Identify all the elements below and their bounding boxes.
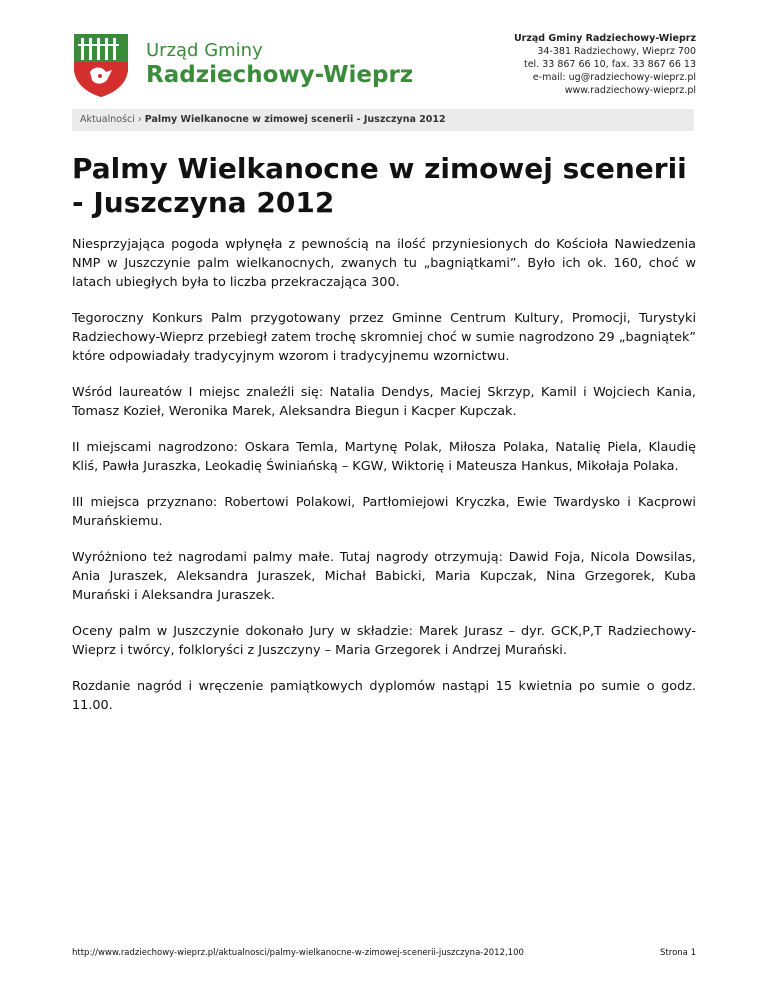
article-title: Palmy Wielkanocne w zimowej scenerii - Juszczyna 2012	[72, 152, 687, 219]
brand-name-top: Urząd Gminy	[146, 40, 263, 61]
contact-address: 34-381 Radziechowy, Wieprz 700	[537, 46, 696, 57]
footer-url[interactable]: http://www.radziechowy-wieprz.pl/aktualnosci/palmy-wielkanocne-w-zimowej-scenerii-juszczyna-2012,100	[72, 948, 524, 958]
contact-email[interactable]: e-mail: ug@radziechowy-wieprz.pl	[532, 72, 696, 83]
article-paragraph: Wśród laureatów I miejsc znaleźli się: Natalia Dendys, Maciej Skrzyp, Kamil i Wojciech Kania, Tomasz Kozieł, Weronika Marek, Aleksandra Biegun i Kacper Kupczak.	[72, 385, 696, 419]
article-paragraph: III miejsca przyznano: Robertowi Polakowi, Partłomiejowi Kryczka, Ewie Twardysko i Kacprowi Murańskiemu.	[72, 495, 696, 529]
article-paragraph: Oceny palm w Juszczynie dokonało Jury w składzie: Marek Jurasz – dyr. GCK,P,T Radziechowy-Wieprz i twórcy, folkloryści z Juszczyny – Maria Grzegorek i Andrzej Murański.	[72, 624, 696, 658]
breadcrumb	[72, 109, 694, 131]
breadcrumb-current: Palmy Wielkanocne w zimowej scenerii - Juszczyna 2012	[144, 114, 446, 125]
article-body	[72, 235, 696, 732]
coat-of-arms-icon	[72, 32, 130, 98]
breadcrumb-separator: ›	[137, 114, 142, 125]
breadcrumb-root-link[interactable]: Aktualności	[80, 114, 135, 125]
brand-name-main: Radziechowy-Wieprz	[146, 62, 414, 88]
contact-info	[514, 32, 696, 97]
article-paragraph: II miejscami nagrodzono: Oskara Temla, Martynę Polak, Miłosza Polaka, Natalię Piela, Klaudię Kliś, Pawła Juraszka, Leokadię Świniańską – KGW, Wiktorię i Mateusza Hankus, Mikołaja Polaka.	[72, 440, 696, 474]
contact-website[interactable]: www.radziechowy-wieprz.pl	[564, 85, 696, 96]
article-paragraph: Wyróżniono też nagrodami palmy małe. Tutaj nagrody otrzymują: Dawid Foja, Nicola Dowsilas, Ania Juraszek, Aleksandra Juraszek, Michał Babicki, Maria Kupczak, Nina Grzegorek, Kuba Murański i Aleksandra Juraszek.	[72, 550, 696, 603]
contact-org-name: Urząd Gminy Radziechowy-Wieprz	[513, 33, 696, 44]
article-paragraph: Tegoroczny Konkurs Palm przygotowany przez Gminne Centrum Kultury, Promocji, Turystyki Radziechowy-Wieprz przebiegł zatem trochę skromniej choć w sumie nagrodzono 29 „bagniątek” które odpowiadały tradycyjnym wzorom i tradycyjnemu wzornictwu.	[72, 311, 696, 364]
article-paragraph: Niesprzyjająca pogoda wpłynęła z pewnością na ilość przyniesionych do Kościoła Nawiedzenia NMP w Juszczynie palm wielkanocnych, zwanych tu „bagniątkami”. Było ich ok. 160, choć w latach ubiegłych była to liczba przekraczająca 300.	[72, 237, 696, 290]
contact-phone: tel. 33 867 66 10, fax. 33 867 66 13	[523, 59, 696, 70]
site-logo[interactable]	[72, 32, 412, 98]
page-number: Strona 1	[660, 948, 696, 958]
article-paragraph: Rozdanie nagród i wręczenie pamiątkowych dyplomów nastąpi 15 kwietnia po sumie o godz. 11.00.	[72, 679, 696, 713]
page-header	[72, 30, 696, 100]
